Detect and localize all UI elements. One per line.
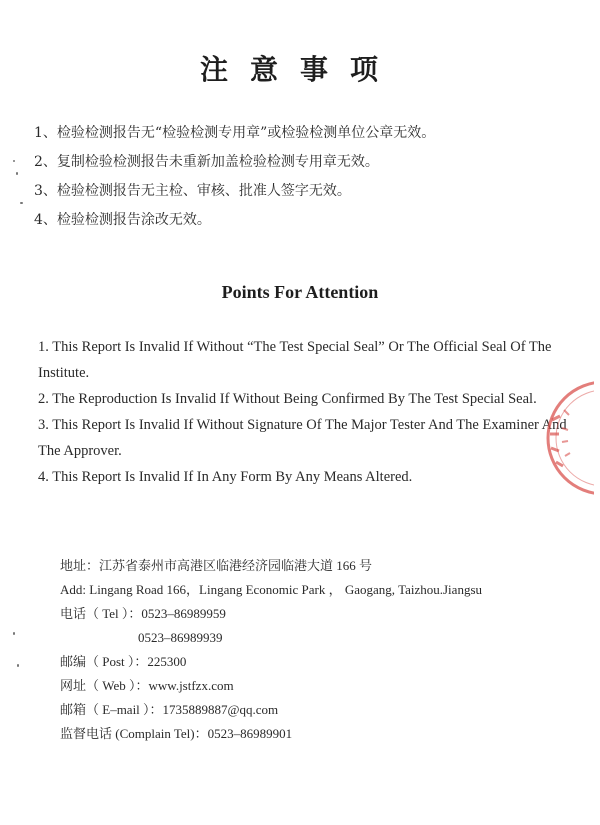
tel-secondary: 0523–86989939 — [138, 630, 223, 645]
notices-en-list — [38, 334, 570, 490]
complaint-tel: 监督电话 (Complain Tel)：0523–86989901 — [60, 726, 293, 741]
page-title-cn: 注意事项 — [199, 53, 400, 86]
notice-cn-1: 1、检验检测报告无“检验检测专用章”或检验检测单位公章无效。 — [34, 125, 436, 141]
scan-speck — [17, 664, 19, 667]
postcode: 邮编（ Post ）：225300 — [60, 654, 187, 669]
scan-speck — [13, 160, 15, 162]
email: 邮箱（ E–mail ）：1735889887@qq.com — [60, 702, 279, 717]
notice-cn-2: 2、复制检验检测报告未重新加盖检验检测专用章无效。 — [34, 154, 379, 170]
notice-en-2: 2. The Reproduction Is Invalid If Without Being Confirmed By The Test Special Seal. — [38, 391, 537, 407]
notice-cn-3: 3、检验检测报告无主检、审核、批准人签字无效。 — [34, 183, 351, 199]
red-seal-stamp — [538, 380, 594, 500]
notices-cn-list — [34, 122, 574, 238]
page-title-en: Points For Attention — [221, 282, 379, 302]
notice-en-3: 3. This Report Is Invalid If Without Signature Of The Major Tester And The Examiner And The Approver. — [38, 417, 567, 459]
scan-speck — [13, 632, 15, 635]
tel-primary: 电话（ Tel ）：0523–86989959 — [60, 606, 226, 621]
address-cn: 地址：江苏省泰州市高港区临港经济园临港大道 166 号 — [60, 558, 373, 573]
notice-en-4: 4. This Report Is Invalid If In Any Form By Any Means Altered. — [38, 469, 413, 485]
scan-speck — [16, 172, 18, 175]
scan-speck — [20, 202, 23, 204]
address-en: Add: Lingang Road 166，Lingang Economic Park ， Gaogang, Taizhou.Jiangsu — [60, 582, 482, 597]
notice-en-1: 1. This Report Is Invalid If Without “The Test Special Seal” Or The Official Seal Of The Institute. — [38, 339, 552, 381]
website: 网址（ Web ）：www.jstfzx.com — [60, 678, 234, 693]
notice-cn-4: 4、检验检测报告涂改无效。 — [34, 212, 211, 228]
contact-block — [60, 554, 580, 746]
